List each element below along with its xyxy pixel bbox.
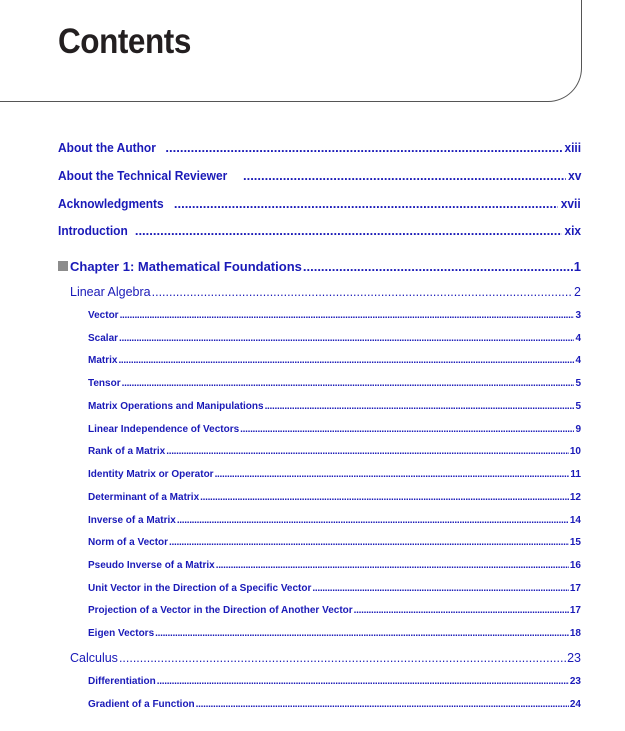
toc-entry-page: 18 — [569, 628, 581, 639]
toc-entry-identity-matrix[interactable] — [88, 469, 581, 480]
toc-entry-page: 15 — [569, 537, 581, 548]
toc-entry-eigen-vectors[interactable] — [88, 628, 581, 639]
toc-entry-page: xix — [564, 223, 581, 238]
toc-entry-page: 4 — [575, 333, 581, 344]
toc-entry-calculus[interactable] — [70, 651, 581, 665]
page-title: Contents — [58, 22, 191, 61]
toc-leader-dots — [215, 469, 570, 480]
toc-leader-dots — [240, 424, 574, 435]
toc-entry-page: 23 — [567, 651, 581, 665]
toc-entry-title: Linear Independence of Vectors — [88, 424, 240, 435]
toc-leader-dots — [312, 583, 568, 594]
toc-leader-dots — [200, 492, 569, 503]
toc-entry-norm-of-vector[interactable] — [88, 537, 581, 548]
toc-leader-dots — [120, 310, 575, 321]
toc-leader-dots — [354, 605, 569, 616]
toc-leader-dots — [177, 515, 569, 526]
toc-entry-gradient-of-function[interactable] — [88, 699, 581, 710]
toc-entry-inverse-of-matrix[interactable] — [88, 515, 581, 526]
toc-entry-rank-of-matrix[interactable] — [88, 446, 581, 457]
toc-entry-page: 16 — [569, 560, 581, 571]
toc-entry-page: 10 — [569, 446, 581, 457]
toc-leader-dots — [166, 446, 569, 457]
toc-entry-title: Linear Algebra — [70, 285, 151, 299]
toc-entry-title: Eigen Vectors — [88, 628, 155, 639]
toc-entry-page: 3 — [575, 310, 581, 321]
toc-entry-title: Calculus — [70, 651, 118, 665]
toc-entry-page: 1 — [573, 259, 581, 274]
toc-entry-title: Tensor — [88, 378, 121, 389]
toc-entry-page: 4 — [575, 355, 581, 366]
toc-entry-vector[interactable] — [88, 310, 581, 321]
toc-entry-title: Matrix — [88, 355, 118, 366]
toc-leader-dots — [216, 560, 569, 571]
toc-entry-tensor[interactable] — [88, 378, 581, 389]
toc-leader-dots — [119, 651, 566, 665]
toc-entry-matrix-operations[interactable] — [88, 401, 581, 412]
toc-entry-about-the-technical-reviewer[interactable] — [58, 168, 581, 183]
toc-entry-linear-algebra[interactable] — [70, 285, 581, 299]
toc-leader-dots — [118, 355, 574, 366]
toc-entry-page: 17 — [569, 605, 581, 616]
toc-entry-page: 5 — [575, 378, 581, 389]
toc-entry-title: Scalar — [88, 333, 119, 344]
toc-leader-dots — [157, 676, 569, 687]
toc-entry-title: Gradient of a Function — [88, 699, 195, 710]
toc-entry-matrix[interactable] — [88, 355, 581, 366]
chapter-marker-icon — [58, 261, 68, 271]
toc-entry-introduction[interactable] — [58, 223, 581, 238]
toc-entry-page: xiii — [564, 140, 581, 155]
toc-leader-dots — [135, 223, 562, 238]
toc-leader-dots — [122, 378, 575, 389]
toc-leader-dots — [265, 401, 575, 412]
toc-entry-page: 11 — [570, 469, 581, 480]
toc-entry-title: Pseudo Inverse of a Matrix — [88, 560, 215, 571]
toc-entry-projection[interactable] — [88, 605, 581, 616]
toc-entry-page: 2 — [574, 285, 581, 299]
toc-entry-chapter-1[interactable] — [58, 259, 581, 274]
toc-entry-title: Matrix Operations and Manipulations — [88, 401, 264, 412]
toc-entry-title: Determinant of a Matrix — [88, 492, 200, 503]
toc-entry-title: Introduction — [58, 223, 128, 238]
toc-entry-title: Rank of a Matrix — [88, 446, 166, 457]
toc-entry-unit-vector[interactable] — [88, 583, 581, 594]
toc-leader-dots — [169, 537, 569, 548]
toc-entry-title: Identity Matrix or Operator — [88, 469, 214, 480]
toc-entry-title: Vector — [88, 310, 119, 321]
toc-entry-page: 24 — [569, 699, 581, 710]
toc-entry-linear-independence[interactable] — [88, 424, 581, 435]
toc-entry-page: xv — [567, 168, 581, 183]
toc-entry-title: Unit Vector in the Direction of a Specific Vector — [88, 583, 312, 594]
toc-entry-page: 17 — [569, 583, 581, 594]
toc-entry-page: 12 — [569, 492, 581, 503]
toc-entry-acknowledgments[interactable] — [58, 196, 581, 211]
toc-leader-dots — [243, 168, 566, 183]
toc-leader-dots — [165, 140, 562, 155]
toc-entry-determinant[interactable] — [88, 492, 581, 503]
chapter-title: Chapter 1: Mathematical Foundations — [70, 259, 302, 274]
toc-entry-page: 23 — [569, 676, 581, 687]
toc-entry-title: Norm of a Vector — [88, 537, 169, 548]
toc-entry-title: Inverse of a Matrix — [88, 515, 176, 526]
toc-entry-differentiation[interactable] — [88, 676, 581, 687]
toc-leader-dots — [152, 285, 573, 299]
toc-entry-pseudo-inverse[interactable] — [88, 560, 581, 571]
toc-entry-title — [58, 259, 302, 274]
toc-entry-title: About the Technical Reviewer — [58, 168, 228, 183]
toc-entry-about-the-author[interactable] — [58, 140, 581, 155]
toc-entry-title: Acknowledgments — [58, 196, 164, 211]
toc-leader-dots — [196, 699, 569, 710]
toc-entry-title: Projection of a Vector in the Direction of Another Vector — [88, 605, 353, 616]
toc-entry-page: 14 — [569, 515, 581, 526]
toc-leader-dots — [303, 259, 573, 274]
toc-entry-scalar[interactable] — [88, 333, 581, 344]
toc-leader-dots — [174, 196, 558, 211]
toc-entry-title: About the Author — [58, 140, 156, 155]
toc-entry-page: 5 — [575, 401, 581, 412]
toc-entry-page: xvii — [561, 196, 581, 211]
toc-leader-dots — [119, 333, 574, 344]
toc-leader-dots — [155, 628, 569, 639]
toc-entry-page: 9 — [575, 424, 581, 435]
toc-entry-title: Differentiation — [88, 676, 156, 687]
